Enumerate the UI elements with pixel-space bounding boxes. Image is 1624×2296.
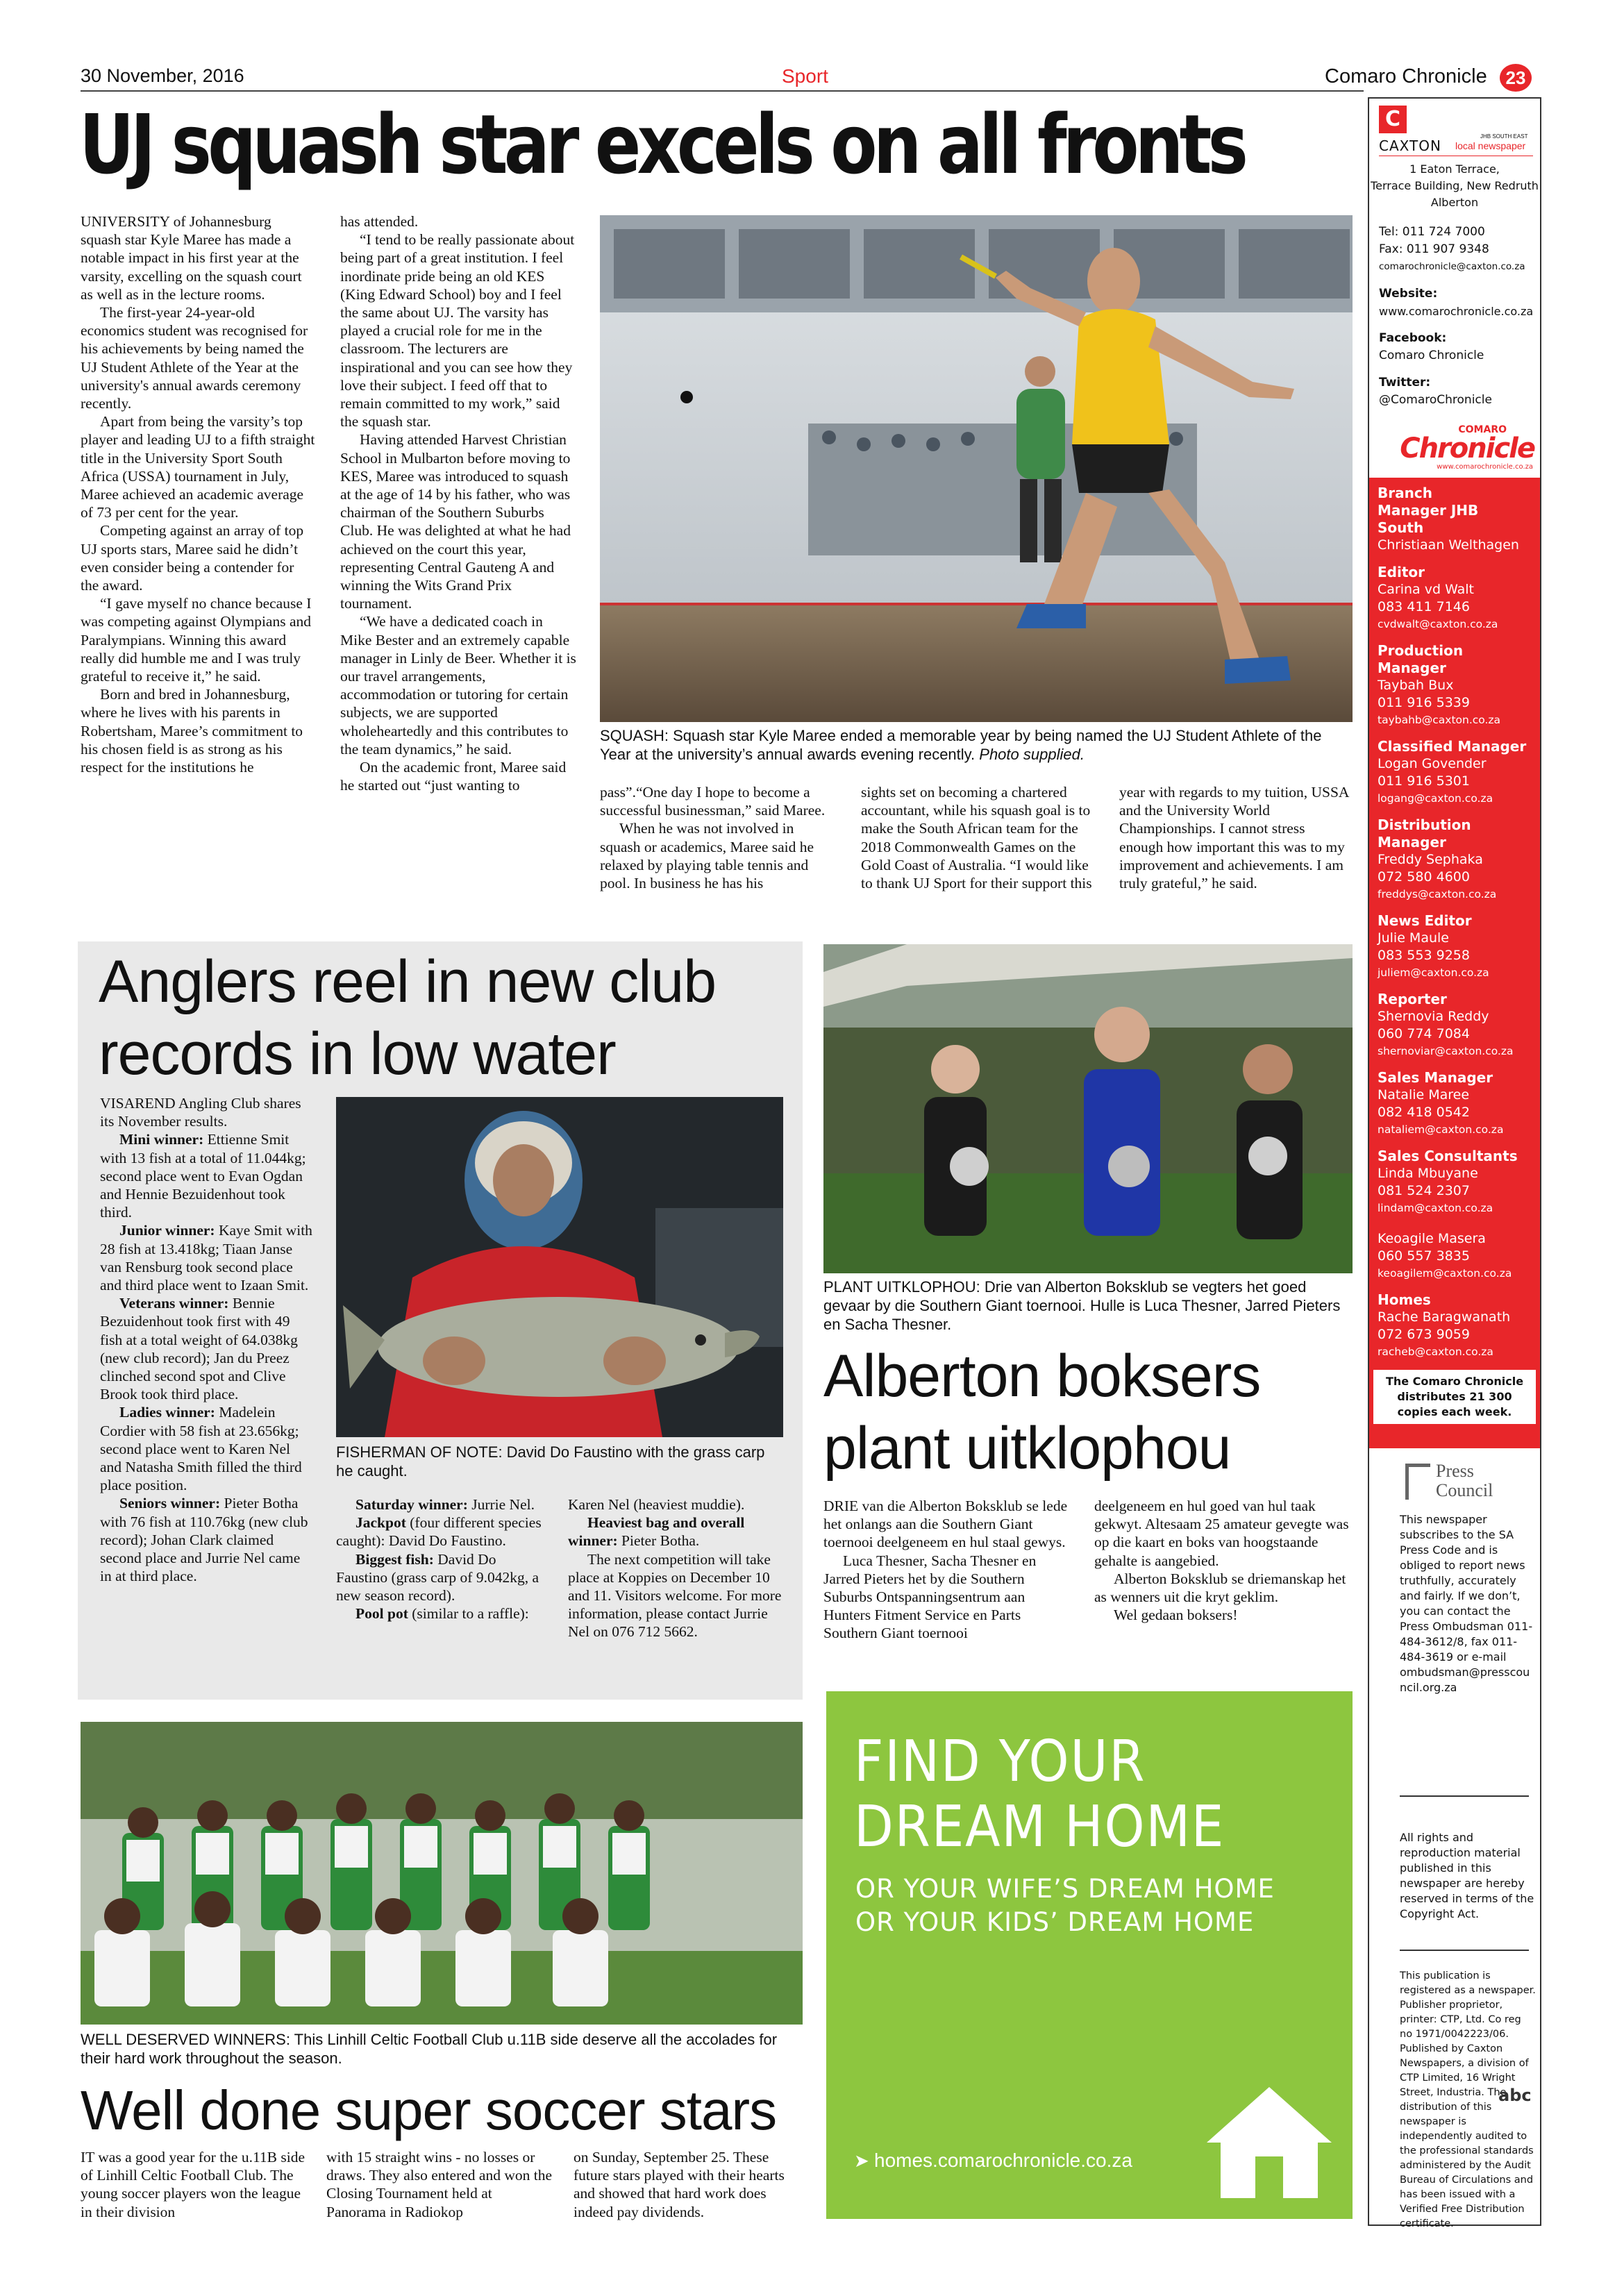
anglers-entry: Pool pot (similar to a raffle): [355,1605,529,1623]
fisherman-photo-art [336,1097,783,1437]
anglers-entry: The next competition will take place at Koppies on December 10 and 11. Visitors welcome. For more information, please contact Jurrie Nel on 076 712 5662. [568,1550,782,1641]
ad-line-2: DREAM HOME [854,1794,1225,1860]
squash-headline: UJ squash star excels on all fronts [79,97,1245,192]
squash-photo-art [600,215,1353,722]
squash-para: Apart from being the varsity’s top player and leading UJ to a fifth straight title in the University Sport South Africa (USSA) tournament in July, Maree achieved an academic average of 73 per cent for the year. [81,413,315,521]
staff-email[interactable]: shernoviar@caxton.co.za [1378,1045,1514,1057]
press-council-word-2: Council [1436,1480,1493,1500]
staff-role: Branch Manager JHB South [1378,485,1479,536]
soccer-col-1 [81,2148,310,2221]
squash-caption-credit: Photo supplied. [979,746,1085,763]
squash-para: The first-year 24-year-old economics student was recognised for his achievements by being named the UJ Student Athlete of the Year at the university's annual awards ceremony recently. [81,304,308,412]
staff-name: Christiaan Welthagen [1378,537,1519,553]
squash-para: Born and bred in Johannesburg, where he lives with his parents in Robertsham, Maree’s commitment to his chosen field is as strong as his respect for the institutions he [81,686,303,776]
squash-col-5 [1119,783,1353,892]
contact-email[interactable]: comarochronicle@caxton.co.za [1379,261,1525,272]
soccer-para: with 15 straight wins - no losses or draws. They also entered and won the Closing Tournament held at Panorama in Radiokop [326,2149,552,2220]
staff-entry [1378,991,1532,1059]
tel: Tel: 011 724 7000 [1379,225,1485,239]
squash-para: sights set on becoming a chartered accountant, while his squash goal is to make the South African team for the 2018 Commonwealth Games on the Gold Coast of Australia. “I would like to thank UJ Sport for their support this [861,784,1092,892]
staff-phone: 082 418 0542 [1378,1105,1470,1120]
boxers-para: Luca Thesner, Sacha Thesner en Jarred Pieters het by die Southern Suburbs Ontspanningsentrum aan Hunters Fitment Service en Parts Southern Giant toernooi [823,1552,1037,1642]
staff-phone: 072 580 4600 [1378,869,1470,885]
squash-para: “I tend to be really passionate about being part of a great institution. I feel inordinate pride being an old KES (King Edward School) boy and I feel the same about UJ. The varsity has played a crucial role for me in the classroom. The lecturers are inspirational and you can see how they love their subject. I feed off that to remain committed to my work,” said the squash star. [340,231,575,430]
staff-entry [1378,816,1532,903]
twitter-label: Twitter: [1379,376,1431,389]
staff-name: Natalie Maree [1378,1087,1470,1103]
boxers-col-1 [823,1497,1073,1643]
anglers-col-2 [336,1495,544,1623]
boxers-caption: PLANT UITKLOPHOU: Drie van Alberton Boksklub se vegters het goed gevaar by die Southern Giant toernooi. Hulle is Luca Thesner, Jarred Pieters en Sacha Thesner. [823,1278,1341,1333]
squash-para: “We have a dedicated coach in Mike Bester and an extremely capable manager in Linly de Beer. Whether it is our travel arrangements, accommodation or tutoring for certain subjects, we are supported wholeheartedly and this contributes to the team dynamics,” he said. [340,613,576,757]
header-rule [81,90,1364,92]
anglers-entry: Jackpot (four different species caught): David Do Faustino. [336,1514,542,1550]
staff-phone: 072 673 9059 [1378,1327,1470,1342]
abc-logo: abc [1498,2086,1532,2105]
staff-role: Sales Consultants [1378,1148,1518,1164]
anglers-entry: Junior winner: Kaye Smit with 28 fish at 13.418kg; Tiaan Janse van Rensburg took second place and third place went to Izaan Smit. [100,1222,312,1294]
soccer-caption: WELL DESERVED WINNERS: This Linhill Celtic Football Club u.11B side deserve all the accolades for their hard work throughout the season. [81,2031,778,2067]
chronicle-logo [1380,425,1540,472]
fisherman-photo [336,1097,783,1437]
squash-photo [600,215,1353,722]
staff-entry [1378,485,1532,554]
anglers-entry: Karen Nel (heaviest muddie). [568,1496,745,1513]
staff-panel [1369,478,1540,1448]
address-line: Terrace Building, New Redruth [1371,179,1539,192]
staff-email[interactable]: cvdwalt@caxton.co.za [1378,618,1498,630]
staff-role: News Editor [1378,912,1472,929]
staff-phone: 081 524 2307 [1378,1183,1470,1198]
staff-entry [1378,1069,1532,1138]
soccer-col-3 [574,2148,803,2221]
staff-name: Taybah Bux [1378,678,1454,693]
staff-email[interactable]: keoagilem@caxton.co.za [1378,1267,1512,1280]
squash-para: Competing against an array of top UJ sports stars, Maree said he didn’t even consider being a contender for the award. [81,522,304,594]
staff-phone: 060 557 3835 [1378,1248,1470,1264]
page-date: 30 November, 2016 [81,65,244,86]
staff-entry [1378,564,1532,632]
squash-para: On the academic front, Maree said he started out “just wanting to [340,759,567,794]
homes-ad[interactable] [826,1691,1353,2219]
staff-email[interactable]: logang@caxton.co.za [1378,792,1493,805]
squash-para: UNIVERSITY of Johannesburg squash star Kyle Maree has made a notable impact in his first year at the varsity, excelling on the squash court as well as in the lecture rooms. [81,213,302,303]
boxers-headline: Alberton boksers plant uitklophou [823,1343,1261,1482]
paper-name: Comaro Chronicle [1325,65,1487,87]
website-label: Website: [1379,287,1438,301]
staff-email[interactable]: juliem@caxton.co.za [1378,966,1489,979]
logo-small: COMARO [1458,424,1507,435]
fax: Fax: 011 907 9348 [1379,242,1489,256]
anglers-entry: Saturday winner: Jurrie Nel. [355,1496,535,1513]
staff-name: Julie Maule [1378,930,1449,946]
house-icon [1207,2080,1332,2198]
squash-col-4 [861,783,1097,892]
ad-line-4: OR YOUR KIDS’ DREAM HOME [855,1907,1255,1937]
staff-role: Production Manager [1378,642,1464,676]
staff-role: Reporter [1378,991,1447,1007]
logo-big: Chronicle [1400,433,1534,464]
staff-entry [1378,738,1532,807]
staff-email[interactable]: freddys@caxton.co.za [1378,888,1497,900]
press-council-mark [1405,1464,1430,1500]
soccer-para: on Sunday, September 25. These future stars played with their hearts and showed that hard work does indeed pay dividends. [574,2149,785,2220]
boxers-para: Alberton Boksklub se driemanskap het as wenners uit die kryt geklim. [1094,1570,1346,1606]
caxton-logo-icon: C [1379,106,1407,133]
anglers-col-3 [568,1495,783,1641]
staff-name: Keoagile Masera [1378,1231,1486,1246]
press-council-logo [1405,1459,1509,1508]
staff-entry [1378,642,1532,728]
staff-phone: 011 916 5339 [1378,695,1470,710]
squash-caption [600,726,1353,764]
facebook-label: Facebook: [1379,331,1447,345]
ad-url-text: homes.comarochronicle.co.za [874,2150,1132,2171]
staff-phone: 083 411 7146 [1378,599,1470,614]
brand-tag: JHB SOUTH EAST [1480,133,1528,140]
anglers-entry: Heaviest bag and overall winner: Pieter Botha. [568,1514,745,1550]
sidebar-rule-1 [1400,1795,1529,1797]
distribution-text: The Comaro Chronicle distributes 21 300 copies each week. [1385,1375,1524,1418]
rights-note: All rights and reproduction material published in this newspaper are hereby reserved in terms of the Copyright Act. [1400,1831,1534,1920]
anglers-entry: Seniors winner: Pieter Botha with 76 fish at 110.76kg (new club record); Johan Clark claimed second place and Jurrie Nel came in at third place. [100,1495,308,1585]
logo-url: www.comarochronicle.co.za [1437,463,1533,471]
soccer-headline: Well done super soccer stars [81,2079,777,2141]
soccer-col-2 [326,2148,555,2221]
staff-name: Logan Govender [1378,756,1487,771]
staff-name: Carina vd Walt [1378,582,1475,597]
staff-name: Freddy Sephaka [1378,852,1483,867]
staff-role: Sales Manager [1378,1069,1493,1086]
section-label: Sport [782,65,828,87]
brand-sub: local newspaper [1455,140,1526,151]
page-number: 23 [1505,67,1526,88]
address-line: Alberton [1430,196,1479,209]
brand-name: CAXTON [1379,137,1441,154]
press-note: This newspaper subscribes to the SA Press Code and is obliged to report news truthfully, accurately and fairly. If we don’t, you can contact the Press Ombudsman 011-484-3612/8, fax 011-484-3619 or e-mail ombudsman@presscouncil.org.za [1400,1513,1533,1694]
distribution-box [1373,1370,1536,1424]
squash-para: “I gave myself no chance because I was competing against Olympians and Paralympians. Winning this award really did humble me and I was truly grateful to receive it,” he said. [81,595,312,685]
anglers-col-1 [100,1094,315,1585]
staff-email[interactable]: racheb@caxton.co.za [1378,1346,1493,1358]
staff-phone: 060 774 7084 [1378,1026,1470,1041]
ad-url[interactable] [854,2150,1132,2172]
anglers-entry: Ladies winner: Madelein Cordier with 58 fish at 23.656kg; second place went to Karen Nel and Natasha Smith filled the third place position. [100,1404,302,1494]
staff-role: Homes [1378,1291,1431,1308]
squash-para: has attended. [340,213,419,230]
masthead-sidebar [1368,97,1541,2229]
staff-email[interactable]: lindam@caxton.co.za [1378,1202,1493,1214]
squash-para: Having attended Harvest Christian School in Mulbarton before moving to KES, Maree was introduced to squash at the age of 14 by his father, who was chairman of the Southern Suburbs Club. He was delighted at what he had achieved on the court this year, representing Central Gauteng A and winning the Wits Grand Prix tournament. [340,431,571,612]
boxers-photo-art [823,944,1353,1273]
anglers-entry: Veterans winner: Bennie Bezuidenhout took first with 49 fish at a total weight of 64.038kg (new club record); Jan du Preez clinched second spot and Clive Brook took third place. [100,1295,298,1403]
staff-phone: 011 916 5301 [1378,773,1470,789]
address-line: 1 Eaton Terrace, [1409,162,1500,176]
facebook-link[interactable]: Comaro Chronicle [1379,349,1484,362]
squash-col-2 [340,212,576,795]
squash-col-1 [81,212,315,776]
boxers-col-2 [1094,1497,1353,1624]
staff-entry [1378,1230,1532,1282]
squash-para: pass”.“One day I hope to become a successful businessman,” said Maree. [600,784,826,819]
fisherman-caption: FISHERMAN OF NOTE: David Do Faustino with the grass carp he caught. [336,1443,765,1480]
contact-block [1379,224,1539,409]
anglers-entry: Mini winner: Ettienne Smit with 13 fish at a total of 11.044kg; second place went to Evan Ogdan and Hennie Bezuidenhout took third. [100,1131,306,1221]
press-council-word-1: Press [1436,1461,1474,1481]
twitter-link[interactable]: @ComaroChronicle [1379,393,1492,407]
boxers-photo [823,944,1353,1273]
staff-entry [1378,1148,1532,1216]
soccer-photo-art [81,1722,803,2025]
boxers-para: deelgeneem en hul goed van hul taak gekwyt. Altesaam 25 amateur gevegte was op die kaart en boks van hoogstaande gehalte is aangebied. [1094,1498,1349,1569]
squash-para: When he was not involved in squash or academics, Maree said he relaxed by playing table tennis and pool. In business he has his [600,820,814,892]
staff-role: Classified Manager [1378,738,1527,755]
squash-para: year with regards to my tuition, USSA and the University World Championships. I cannot stress enough how important this was to my improvement and achievements. I am truly grateful,” he said. [1119,784,1349,892]
staff-role: Distribution Manager [1378,816,1471,850]
squash-col-3 [600,783,835,892]
cursor-icon: ➤ [854,2150,875,2171]
staff-entry [1378,912,1532,981]
page-number-badge [1500,64,1532,92]
sidebar-rule-2 [1400,1950,1529,1951]
ad-line-3: OR YOUR WIFE’S DREAM HOME [855,1874,1275,1904]
anglers-entry: VISAREND Angling Club shares its November results. [100,1095,301,1130]
squash-caption-text: SQUASH: Squash star Kyle Maree ended a memorable year by being named the UJ Student Athlete of the Year at the university’s annual awards evening recently. [600,727,1322,763]
staff-name: Shernovia Reddy [1378,1009,1489,1024]
website-link[interactable]: www.comarochronicle.co.za [1379,305,1534,318]
anglers-headline: Anglers reel in new club records in low water [99,948,717,1087]
ad-line-1: FIND YOUR [854,1729,1146,1795]
staff-name: Rache Baragwanath [1378,1309,1511,1325]
staff-role: Editor [1378,564,1425,580]
registration-note: This publication is registered as a newspaper. Publisher proprietor, printer: CTP, Ltd. Co reg no 1971/0042223/06. Published by Caxton Newspapers, a division of CTP Limited, 16 Wright Street, Industria. The distribution of this newspaper is independently audited to the professional standards administered by the Audit Bureau of Circulations and has been issued with a Verified Free Distribution certificate. [1400,1970,1536,2229]
anglers-entry: Biggest fish: David Do Faustino (grass carp of 9.042kg, a new season record). [336,1550,539,1604]
address-block [1369,161,1540,211]
boxers-para: Wel gedaan boksers! [1114,1607,1238,1624]
boxers-para: DRIE van die Alberton Boksklub se lede het onlangs aan die Southern Giant toernooi deelgeneem en hul staal gewys. [823,1498,1068,1551]
staff-entry [1378,1291,1532,1360]
soccer-photo [81,1722,803,2025]
staff-phone: 083 553 9258 [1378,948,1470,963]
staff-name: Linda Mbuyane [1378,1166,1478,1181]
staff-email[interactable]: taybahb@caxton.co.za [1378,714,1501,726]
staff-email[interactable]: nataliem@caxton.co.za [1378,1123,1504,1136]
soccer-para: IT was a good year for the u.11B side of Linhill Celtic Football Club. The young soccer players won the league in their division [81,2149,305,2220]
